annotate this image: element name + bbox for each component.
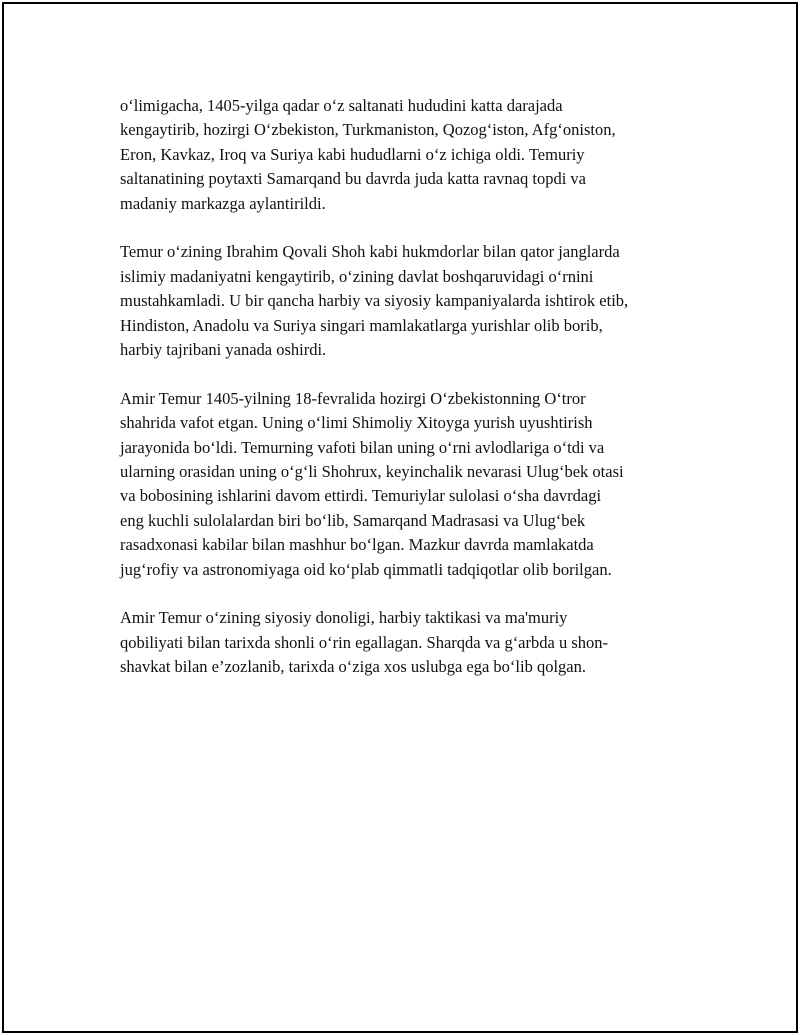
text-line: mustahkamladi. U bir qancha harbiy va siyosiy kampaniyalarda ishtirok etib, [120,291,629,311]
document-page [2,2,798,1033]
text-line: ularning orasidan uning oʻgʻli Shohrux, keyinchalik nevarasi Ulugʻbek otasi [120,462,624,482]
text-line: harbiy tajribani yanada oshirdi. [120,340,327,360]
text-line: jarayonida boʻldi. Temurning vafoti bilan uning oʻrni avlodlariga oʻtdi va [120,437,605,457]
text-line: islimiy madaniyatni kengaytirib, oʻzining davlat boshqaruvidagi oʻrnini [120,266,594,286]
text-line: Temur oʻzining Ibrahim Qovali Shoh kabi hukmdorlar bilan qator janglarda [120,242,620,262]
paragraph-2 [120,240,686,362]
text-line: jugʻrofiy va astronomiyaga oid koʻplab qimmatli tadqiqotlar olib borilgan. [120,559,612,579]
text-line: rasadxonasi kabilar bilan mashhur boʻlgan. Mazkur davrda mamlakatda [120,535,594,555]
document-body [120,94,686,704]
text-line: shavkat bilan e’zozlanib, tarixda oʻziga xos uslubga ega boʻlib qolgan. [120,657,586,677]
paragraph-3 [120,387,686,582]
paragraph-1 [120,94,686,216]
text-line: oʻlimigacha, 1405-yilga qadar oʻz saltanati hududini katta darajada [120,96,563,115]
text-line: qobiliyati bilan tarixda shonli oʻrin egallagan. Sharqda va gʻarbda u shon- [120,632,608,652]
text-line: shahrida vafot etgan. Uning oʻlimi Shimoliy Xitoyga yurish uyushtirish [120,413,593,433]
text-line: Amir Temur 1405-yilning 18-fevralida hozirgi Oʻzbekistonning Oʻtror [120,388,586,408]
paragraph-4 [120,606,686,679]
text-line: kengaytirib, hozirgi Oʻzbekiston, Turkmaniston, Qozogʻiston, Afgʻoniston, [120,120,616,140]
text-line: Amir Temur oʻzining siyosiy donoligi, harbiy taktikasi va ma'muriy [120,608,568,628]
text-line: Hindiston, Anadolu va Suriya singari mamlakatlarga yurishlar olib borib, [120,315,603,335]
text-line: eng kuchli sulolalardan biri boʻlib, Samarqand Madrasasi va Ulugʻbek [120,510,586,530]
text-line: madaniy markazga aylantirildi. [120,193,326,213]
text-line: Eron, Kavkaz, Iroq va Suriya kabi hududlarni oʻz ichiga oldi. Temuriy [120,144,585,164]
text-line: saltanatining poytaxti Samarqand bu davrda juda katta ravnaq topdi va [120,169,586,189]
text-line: va bobosining ishlarini davom ettirdi. Temuriylar sulolasi oʻsha davrdagi [120,486,602,506]
